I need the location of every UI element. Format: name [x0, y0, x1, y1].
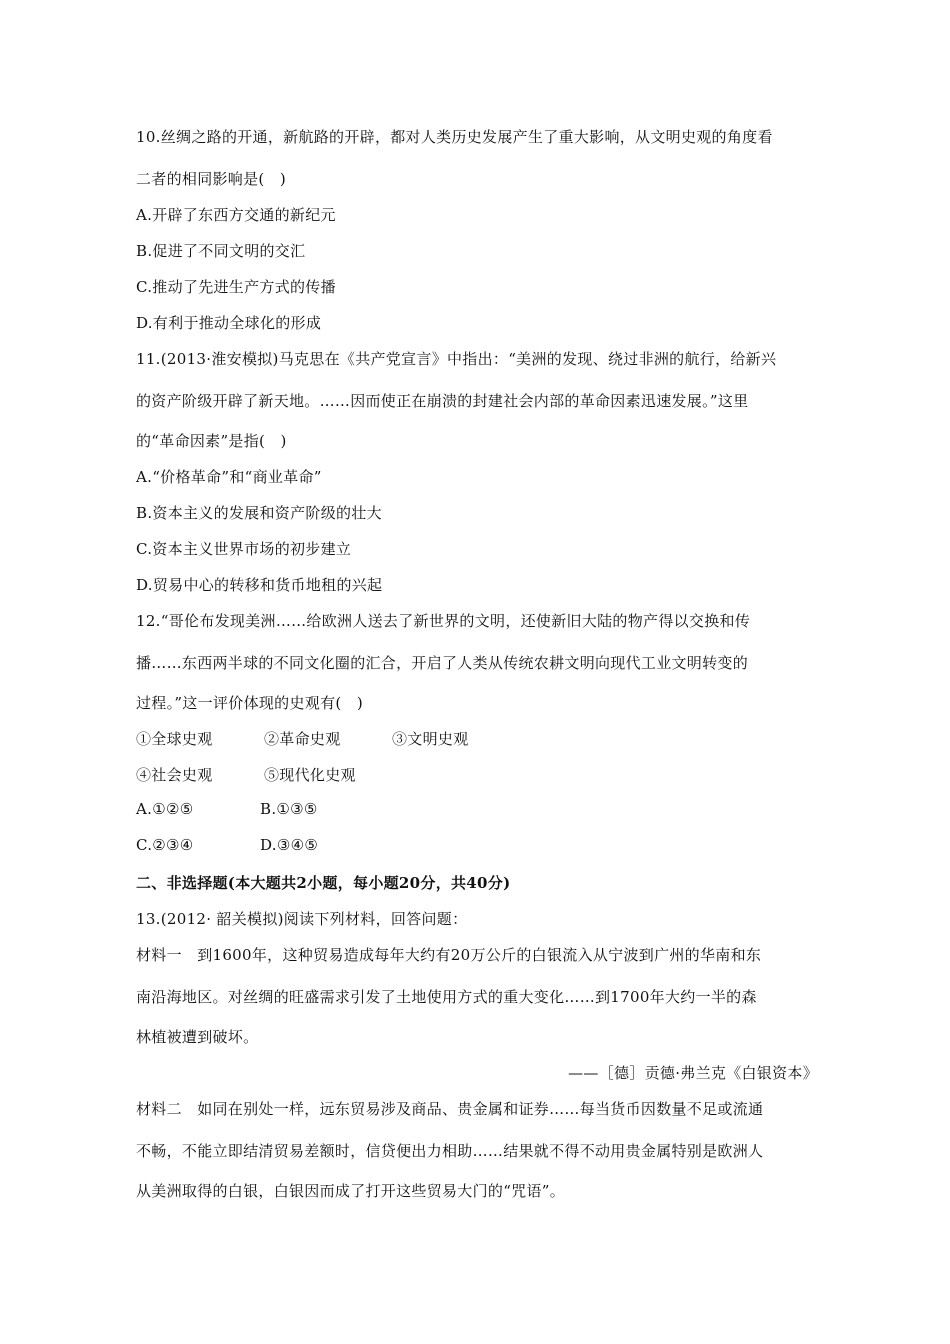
q13-material1-line3: 林植被遭到破坏。 [136, 1028, 259, 1046]
q11-stem-line3: 的“革命因素”是指( ) [136, 432, 287, 450]
q12-stem-line1: 12.“哥伦布发现美洲……给欧洲人送去了新世界的文明，还使新旧大陆的物产得以交换和传 [136, 612, 751, 630]
q13-material1-line1: 材料一 到1600年，这种贸易造成每年大约有20万公斤的白银流入从宁波到广州的华南和东 [136, 946, 762, 964]
q11-option-b: B.资本主义的发展和资产阶级的壮大 [136, 504, 382, 522]
q13-material2-line2: 不畅，不能立即结清贸易差额时，信贷便出力相助……结果就不得不动用贵金属特别是欧洲人 [136, 1142, 764, 1160]
q12-item-1: ①全球史观 [136, 730, 213, 748]
q12-option-b: B.①③⑤ [260, 800, 318, 818]
q12-stem-line2: 播……东西两半球的不同文化圈的汇合，开启了人类从传统农耕文明向现代工业文明转变的 [136, 654, 749, 672]
q12-items-row2 [136, 764, 356, 785]
q13-stem: 13.(2012· 韶关模拟)阅读下列材料，回答问题： [136, 910, 468, 928]
q10-option-a: A.开辟了东西方交通的新纪元 [136, 206, 336, 224]
q12-options-row2 [136, 836, 318, 854]
q12-option-c: C.②③④ [136, 836, 194, 854]
q12-option-d: D.③④⑤ [260, 836, 319, 854]
q12-item-3: ③文明史观 [392, 730, 469, 748]
q12-option-a: A.①②⑤ [136, 800, 194, 818]
q11-stem-line1: 11.(2013·淮安模拟)马克思在《共产党宣言》中指出：“美洲的发现、绕过非洲的航行，给新兴 [136, 350, 777, 368]
q13-material2-line3: 从美洲取得的白银，白银因而成了打开这些贸易大门的“咒语”。 [136, 1182, 566, 1200]
q12-item-4: ④社会史观 [136, 766, 213, 784]
q10-stem-line2: 二者的相同影响是( ) [136, 170, 287, 188]
q12-item-5: ⑤现代化史观 [264, 766, 356, 784]
q11-option-c: C.资本主义世界市场的初步建立 [136, 540, 352, 558]
q11-stem-line2: 的资产阶级开辟了新天地。……因而使正在崩溃的封建社会内部的革命因素迅速发展。”这里 [136, 392, 749, 410]
section2-heading: 二、非选择题(本大题共2小题，每小题20分，共40分) [136, 874, 511, 892]
q10-option-d: D.有利于推动全球化的形成 [136, 314, 322, 332]
q12-item-2: ②革命史观 [264, 730, 341, 748]
q10-stem-line1: 10.丝绸之路的开通，新航路的开辟，都对人类历史发展产生了重大影响，从文明史观的角度看 [136, 128, 773, 146]
q13-material1-line2: 南沿海地区。对丝绸的旺盛需求引发了土地使用方式的重大变化……到1700年大约一半的森 [136, 988, 757, 1006]
q10-option-b: B.促进了不同文明的交汇 [136, 242, 306, 260]
q12-stem-line3: 过程。”这一评价体现的史观有( ) [136, 694, 363, 712]
q10-option-c: C.推动了先进生产方式的传播 [136, 278, 336, 296]
q11-option-d: D.贸易中心的转移和货币地租的兴起 [136, 576, 383, 594]
q11-option-a: A.“价格革命”和“商业革命” [136, 468, 322, 486]
q12-items-row1 [136, 728, 469, 749]
q13-material2-line1: 材料二 如同在别处一样，远东贸易涉及商品、贵金属和证券……每当货币因数量不足或流通 [136, 1100, 764, 1118]
q12-options-row1 [136, 800, 318, 818]
q13-material1-source: ——［德］贡德·弗兰克《白银资本》 [568, 1064, 818, 1082]
